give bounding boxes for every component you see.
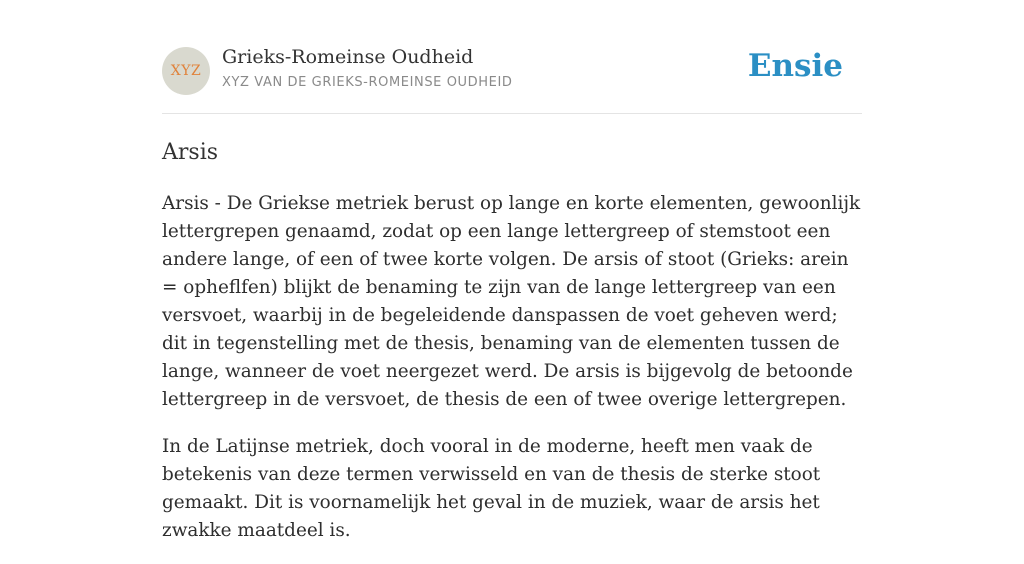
article-paragraph: In de Latijnse metriek, doch vooral in de moderne, heeft men vaak de betekenis van deze termen verwisseld en van de thesis de sterke stoot gemaakt. Dit is voornamelijk het geval in de muziek, waar de arsis het zwakke maatdeel is. bbox=[162, 436, 821, 541]
source-title-link[interactable]: Grieks-Romeinse Oudheid bbox=[222, 46, 474, 68]
article-paragraph: Arsis - De Griekse metriek berust op lange en korte elementen, gewoonlijk lettergrepen genaamd, zodat op een lange lettergreep of stemstoot een andere lange, of een of twee korte volgen. De arsis of stoot (Grieks: arein = opheflfen) blijkt de benaming te zijn van de lange lettergreep van een versvoet, waarbij in de begeleidende danspassen de voet geheven werd; dit in tegenstelling met de thesis, benaming van de elementen tussen de lange, wanneer de voet neergezet werd. De arsis is bijgevolg de betoonde lettergreep in de versvoet, de thesis de een of twee overige lettergrepen. bbox=[162, 193, 861, 410]
source-header bbox=[162, 0, 862, 114]
source-avatar[interactable]: XYZ bbox=[162, 47, 210, 95]
article-title: Arsis bbox=[162, 140, 219, 165]
article-body bbox=[162, 190, 862, 564]
ensie-logo[interactable]: Ensie bbox=[747, 48, 843, 84]
source-subtitle: XYZ VAN DE GRIEKS-ROMEINSE OUDHEID bbox=[222, 75, 513, 90]
page-container bbox=[162, 0, 862, 541]
